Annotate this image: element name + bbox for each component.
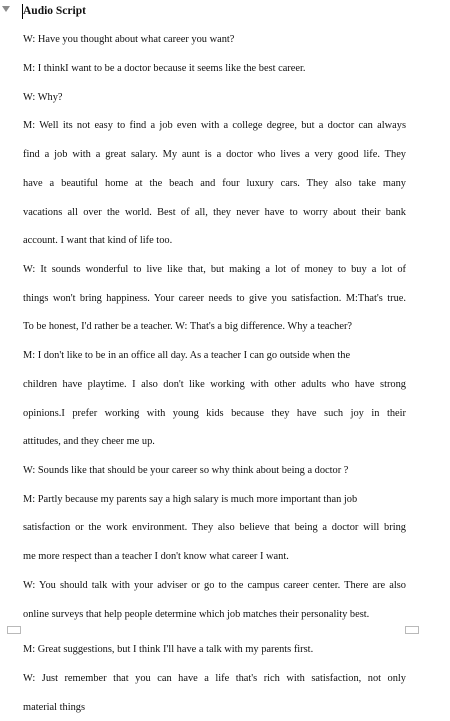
script-line: material things [23, 702, 86, 713]
script-line: W: It sounds wonderful to live like that, but making a lot of money to buy a lot of [23, 264, 406, 275]
script-line: account. I want that kind of life too. [23, 235, 173, 246]
page-crop-mark-left [7, 626, 21, 634]
script-line: W: Why? [23, 92, 63, 103]
script-line: online surveys that help people determine which job matches their personality best. [23, 609, 370, 620]
script-line: me more respect than a teacher I don't know what career I want. [23, 551, 289, 562]
script-line: W: Sounds like that should be your career so why think about being a doctor ? [23, 465, 349, 476]
script-line: things won't bring happiness. Your career needs to give you satisfaction. M:That's true. [23, 293, 406, 304]
script-line: find a job with a great salary. My aunt is a doctor who lives a very good life. They [23, 149, 406, 160]
page-crop-mark-right [405, 626, 419, 634]
script-line: satisfaction or the work environment. They also believe that being a doctor will bring [23, 522, 406, 533]
script-line: attitudes, and they cheer me up. [23, 436, 155, 447]
script-line: vacations all over the world. Best of all, they never have to worry about their bank [23, 207, 406, 218]
script-line: W: Just remember that you can have a life that's rich with satisfaction, not only [23, 673, 406, 684]
script-line: opinions.I prefer working with young kids because they have such joy in their [23, 408, 406, 419]
script-line: M: Great suggestions, but I think I'll have a talk with my parents first. [23, 644, 314, 655]
script-line: To be honest, I'd rather be a teacher. W: That's a big difference. Why a teacher? [23, 321, 353, 332]
script-line: W: You should talk with your adviser or go to the campus career center. There are also [23, 580, 406, 591]
script-line: have a beautiful home at the beach and four luxury cars. They also take many [23, 178, 406, 189]
script-line: W: Have you thought about what career you want? [23, 34, 235, 45]
script-line: children have playtime. I also don't like working with other adults who have strong [23, 379, 406, 390]
script-line: M: Partly because my parents say a high salary is much more important than job [23, 494, 358, 505]
script-line: M: I don't like to be in an office all day. As a teacher I can go outside when the [23, 350, 351, 361]
script-line: M: Well its not easy to find a job even with a college degree, but a doctor can always [23, 120, 406, 131]
collapse-arrow-icon[interactable] [2, 6, 10, 12]
document-title: Audio Script [23, 5, 86, 17]
script-line: M: I thinkI want to be a doctor because it seems like the best career. [23, 63, 306, 74]
